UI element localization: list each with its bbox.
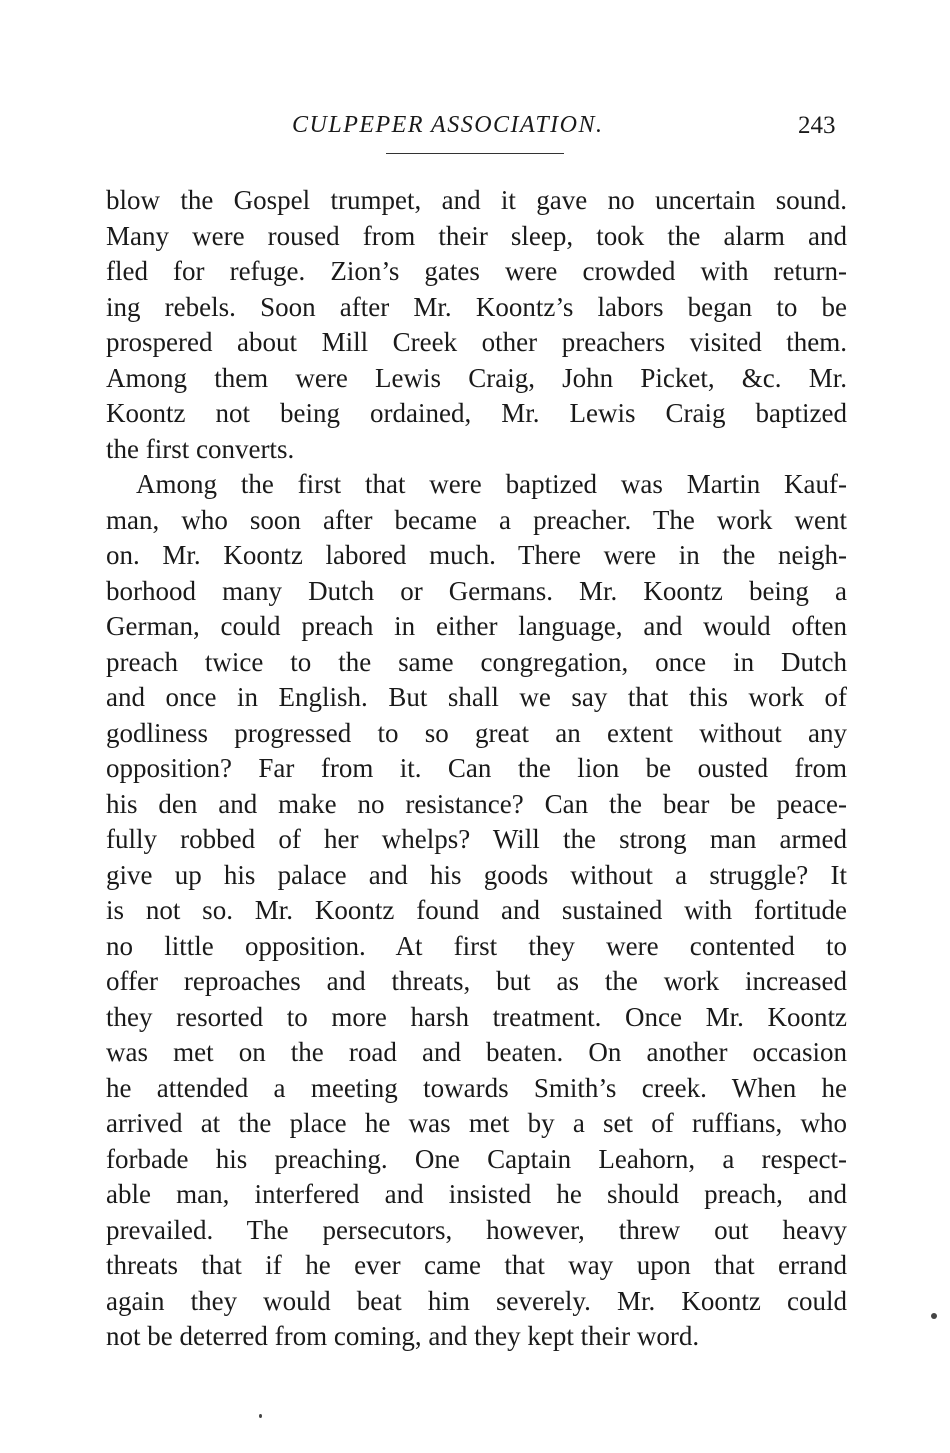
margin-speck: [931, 1313, 937, 1319]
text-line: offer reproaches and threats, but as the work increased: [106, 966, 847, 996]
text-line: on. Mr. Koontz labored much. There were in the neigh-: [106, 540, 847, 570]
text-line: forbade his preaching. One Captain Leahorn, a respect-: [106, 1143, 847, 1174]
text-line: German, could preach in either language, and would often: [106, 611, 847, 641]
text-line: fully robbed of her whelps? Will the strong man armed: [106, 824, 847, 854]
text-line: ing rebels. Soon after Mr. Koontz’s labors began to be: [106, 291, 847, 322]
paragraph: [106, 183, 847, 467]
text-line: was met on the road and beaten. On another occasion: [106, 1037, 847, 1067]
text-line: Koontz not being ordained, Mr. Lewis Craig baptized: [106, 398, 847, 428]
text-line: is not so. Mr. Koontz found and sustained with fortitude: [106, 895, 847, 925]
text-line: Many were roused from their sleep, took the alarm and: [106, 220, 847, 251]
text-line: give up his palace and his goods without a struggle? It: [106, 859, 847, 890]
header-rule: [386, 153, 564, 154]
text-line: prospered about Mill Creek other preachers visited them.: [106, 327, 847, 357]
text-line: godliness progressed to so great an extent without any: [106, 717, 847, 748]
text-line: threats that if he ever came that way upon that errand: [106, 1250, 847, 1280]
paragraph: [106, 467, 847, 1355]
text-line: again they would beat him severely. Mr. Koontz could: [106, 1285, 847, 1316]
text-line: the first converts.: [106, 433, 295, 464]
text-line: able man, interfered and insisted he should preach, and: [106, 1179, 847, 1209]
text-line: Among them were Lewis Craig, John Picket, &c. Mr.: [106, 362, 847, 393]
page-number: 243: [798, 112, 836, 139]
text-line: he attended a meeting towards Smith’s creek. When he: [106, 1072, 847, 1103]
text-line: blow the Gospel trumpet, and it gave no uncertain sound.: [106, 185, 847, 215]
text-line: arrived at the place he was met by a set of ruffians, who: [106, 1108, 847, 1138]
text-line: borhood many Dutch or Germans. Mr. Koontz being a: [106, 575, 847, 606]
text-line: no little opposition. At first they were contented to: [106, 930, 847, 961]
text-line: man, who soon after became a preacher. The work went: [106, 504, 847, 535]
text-line: opposition? Far from it. Can the lion be ousted from: [106, 753, 847, 783]
text-line: fled for refuge. Zion’s gates were crowded with return-: [106, 256, 847, 286]
text-line: not be deterred from coming, and they kept their word.: [106, 1321, 700, 1351]
text-line: Among the first that were baptized was Martin Kauf-: [136, 469, 847, 499]
text-line: his den and make no resistance? Can the bear be peace-: [106, 788, 847, 819]
bottom-speck: [259, 1414, 262, 1418]
text-line: preach twice to the same congregation, once in Dutch: [106, 646, 847, 677]
text-line: they resorted to more harsh treatment. Once Mr. Koontz: [106, 1001, 847, 1032]
text-line: prevailed. The persecutors, however, threw out heavy: [106, 1214, 847, 1245]
running-title: CULPEPER ASSOCIATION.: [292, 112, 604, 138]
body-text: [106, 183, 847, 1355]
text-line: and once in English. But shall we say that this work of: [106, 682, 847, 712]
